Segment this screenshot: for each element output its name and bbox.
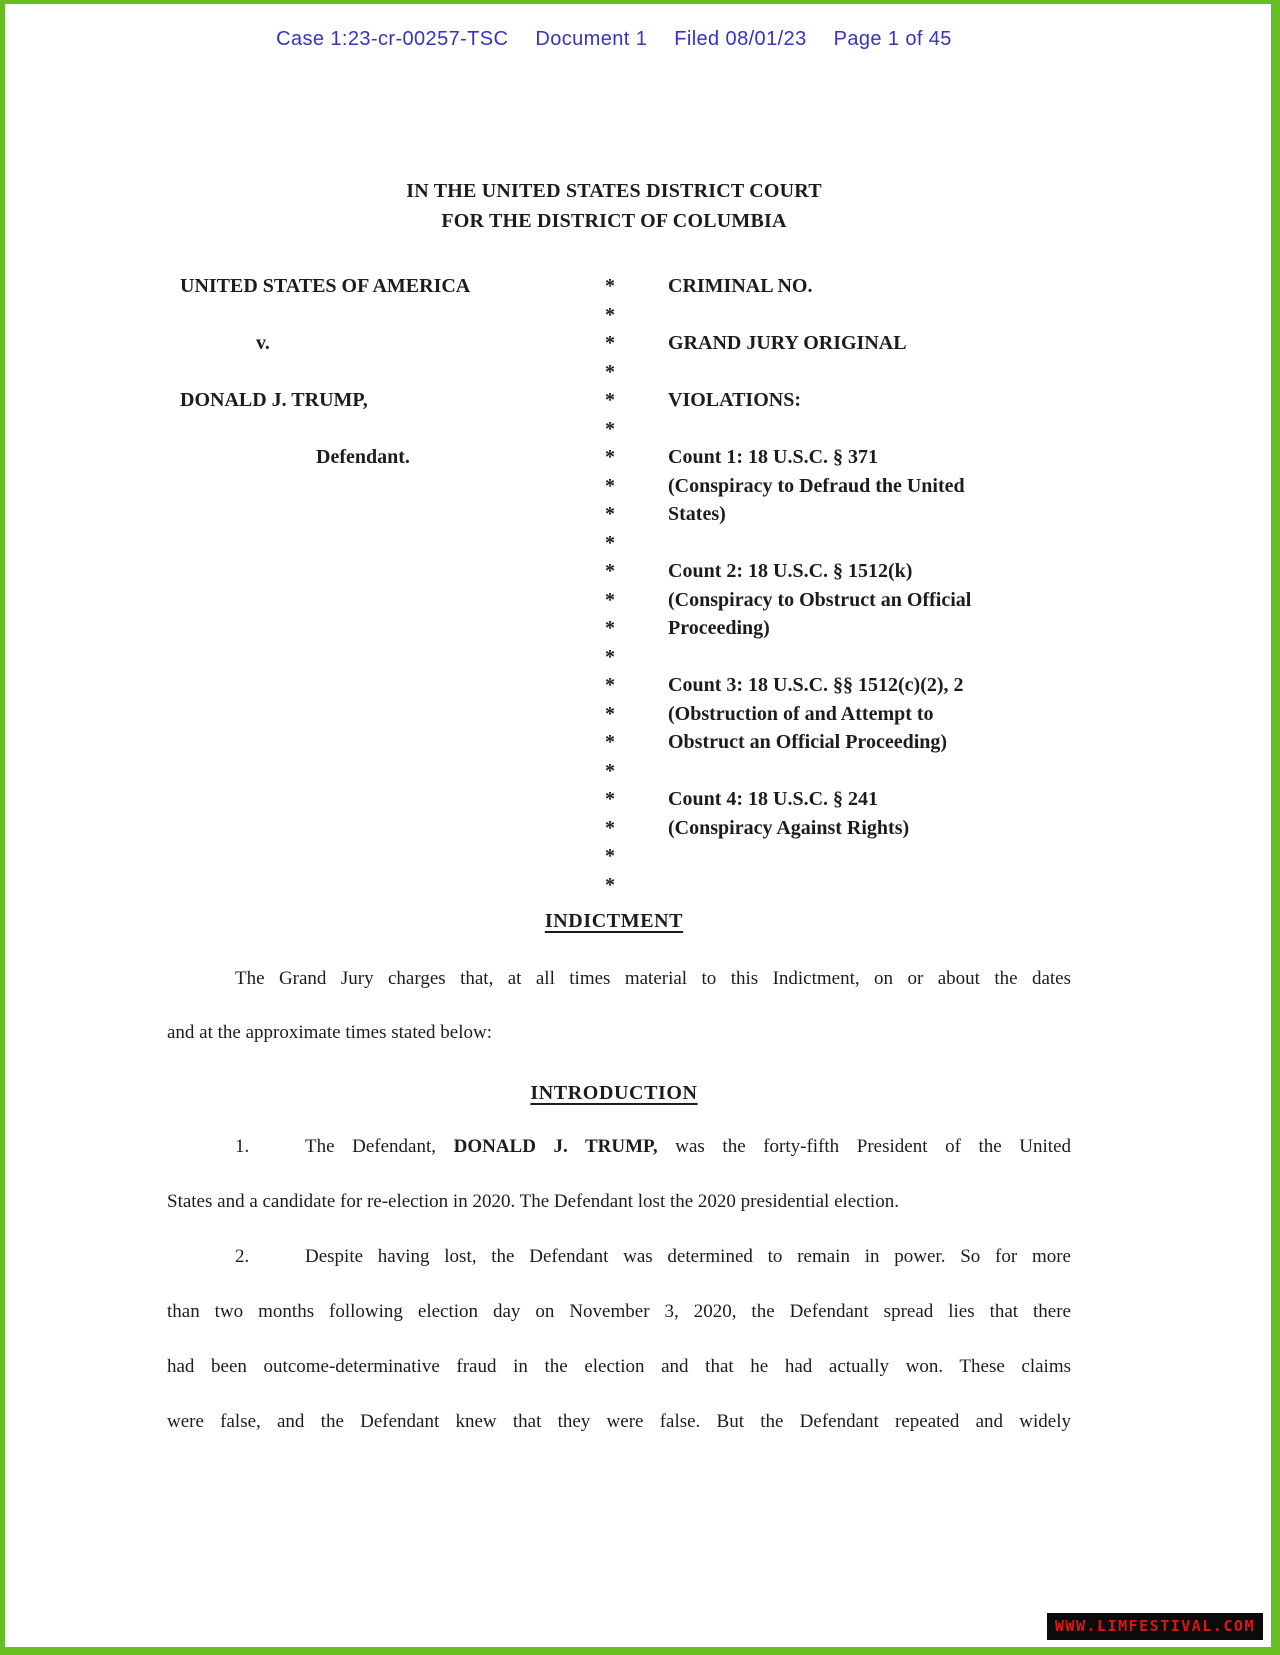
caption-right-line: (Conspiracy Against Rights) [668, 816, 910, 839]
indictment-text-line [167, 1020, 1071, 1074]
asterisk-separator: * [605, 560, 615, 582]
text-segment: were false, and the Defendant knew that they were false. But the Defendant repeated and widely [167, 1411, 1071, 1432]
caption-left-line: v. [256, 332, 270, 354]
text-segment: The Grand Jury charges that, at all times material to this Indictment, on or about the dates [235, 968, 1071, 989]
caption-left-line [180, 301, 580, 330]
paragraph-number: 2. [235, 1246, 250, 1267]
caption-left-line [180, 643, 580, 672]
caption-right-line: Count 2: 18 U.S.C. § 1512(k) [668, 560, 913, 582]
caption-right-line: (Obstruction of and Attempt to [668, 702, 934, 725]
asterisk-separator: * [605, 531, 615, 554]
introduction-text-line [167, 1244, 1071, 1299]
asterisk-separator: * [605, 389, 615, 411]
caption-right-line: Obstruct an Official Proceeding) [668, 731, 948, 753]
asterisk-separator: * [605, 275, 615, 297]
caption-left-line: Defendant. [316, 446, 410, 468]
asterisk-separator: * [605, 731, 615, 753]
introduction-text-line [167, 1134, 1071, 1189]
caption-left-line [180, 671, 580, 700]
caption-left-line [180, 728, 580, 757]
caption-separator-column [580, 272, 640, 899]
text-segment: and at the approximate times stated below: [167, 1022, 493, 1043]
introduction-text-line [167, 1354, 1071, 1409]
caption-left-line [180, 614, 580, 643]
caption-left-line [180, 842, 580, 871]
caption-left-line [180, 529, 580, 558]
asterisk-separator: * [605, 503, 615, 525]
asterisk-separator: * [605, 674, 615, 696]
text-segment: than two months following election day on November 3, 2020, the Defendant spread lies that there [167, 1301, 1071, 1322]
introduction-text-line [167, 1409, 1071, 1464]
asterisk-separator: * [605, 332, 615, 354]
caption-left-line [180, 472, 580, 501]
caption-left-line [180, 814, 580, 843]
introduction-text-line [167, 1189, 1071, 1244]
caption-right-line: VIOLATIONS: [668, 389, 801, 411]
caption-right-line [668, 842, 1055, 871]
asterisk-separator: * [605, 588, 615, 611]
court-title [162, 176, 1066, 236]
text-segment: The Defendant, [305, 1136, 454, 1157]
court-title-line-1: IN THE UNITED STATES DISTRICT COURT [406, 180, 822, 202]
caption-left-line: UNITED STATES OF AMERICA [180, 275, 471, 297]
introduction-text-line [167, 1299, 1071, 1354]
asterisk-separator: * [605, 788, 615, 810]
asterisk-separator: * [605, 417, 615, 440]
caption-right-line: States) [668, 503, 726, 525]
pacer-stamp [162, 28, 1066, 51]
asterisk-separator: * [605, 702, 615, 725]
caption-right-line [668, 415, 1055, 444]
bold-text-segment: DONALD J. TRUMP, [453, 1136, 658, 1157]
stamp-document-number: Document 1 [535, 28, 648, 50]
indictment-paragraph [167, 966, 1071, 1074]
asterisk-separator: * [605, 303, 615, 326]
caption-left-line [180, 871, 580, 900]
caption-right-line [668, 358, 1055, 387]
text-segment: had been outcome-determinative fraud in the election and that he had actually won. These claims [167, 1356, 1071, 1377]
paragraph-number: 1. [235, 1136, 250, 1157]
caption-right-line: GRAND JURY ORIGINAL [668, 332, 907, 354]
text-segment: was the forty-fifth President of the United [657, 1136, 1071, 1157]
asterisk-separator: * [605, 759, 615, 782]
text-segment: Despite having lost, the Defendant was determined to remain in power. So for more [305, 1246, 1071, 1267]
caption-right-line: (Conspiracy to Obstruct an Official [668, 588, 972, 611]
asterisk-separator: * [605, 816, 615, 839]
caption-right-line: (Conspiracy to Defraud the United [668, 474, 965, 497]
caption-left-line [180, 500, 580, 529]
text-segment: States and a candidate for re-election in 2020. The Defendant lost the 2020 presidential election. [167, 1191, 899, 1212]
caption-left-line [180, 757, 580, 786]
caption-left-line [180, 700, 580, 729]
caption-right-line [668, 643, 1055, 672]
stamp-filed-date: Filed 08/01/23 [674, 28, 807, 50]
asterisk-separator: * [605, 360, 615, 383]
stamp-case-number: Case 1:23-cr-00257-TSC [276, 28, 509, 50]
indictment-text-line [167, 966, 1071, 1020]
caption-left-column [180, 272, 580, 899]
caption-left-line [180, 586, 580, 615]
introduction-paragraphs [167, 1134, 1071, 1464]
caption-left-line [180, 785, 580, 814]
caption-right-line: CRIMINAL NO. [668, 275, 813, 297]
caption-right-line [668, 301, 1055, 330]
indictment-heading: INDICTMENT [544, 910, 684, 932]
caption-right-line: Count 1: 18 U.S.C. § 371 [668, 446, 879, 468]
caption-right-column [640, 272, 1055, 899]
asterisk-separator: * [605, 617, 615, 639]
caption-right-line [668, 529, 1055, 558]
introduction-heading: INTRODUCTION [530, 1082, 698, 1104]
asterisk-separator: * [605, 474, 615, 497]
watermark-badge: WWW.LIMFESTIVAL.COM [1047, 1613, 1263, 1640]
court-title-line-2: FOR THE DISTRICT OF COLUMBIA [441, 210, 787, 232]
asterisk-separator: * [605, 845, 615, 867]
stamp-page-number: Page 1 of 45 [833, 28, 952, 50]
asterisk-separator: * [605, 873, 615, 896]
asterisk-separator: * [605, 446, 615, 468]
caption-right-line [668, 757, 1055, 786]
asterisk-separator: * [605, 645, 615, 668]
caption-left-line: DONALD J. TRUMP, [180, 389, 368, 411]
caption-right-line: Count 4: 18 U.S.C. § 241 [668, 788, 879, 810]
caption-left-line [180, 415, 580, 444]
caption-left-line [180, 358, 580, 387]
caption-right-line: Proceeding) [668, 617, 770, 639]
caption-right-line: Count 3: 18 U.S.C. §§ 1512(c)(2), 2 [668, 674, 964, 696]
caption-left-line [180, 557, 580, 586]
caption-right-line [668, 871, 1055, 900]
case-caption [180, 272, 1055, 899]
